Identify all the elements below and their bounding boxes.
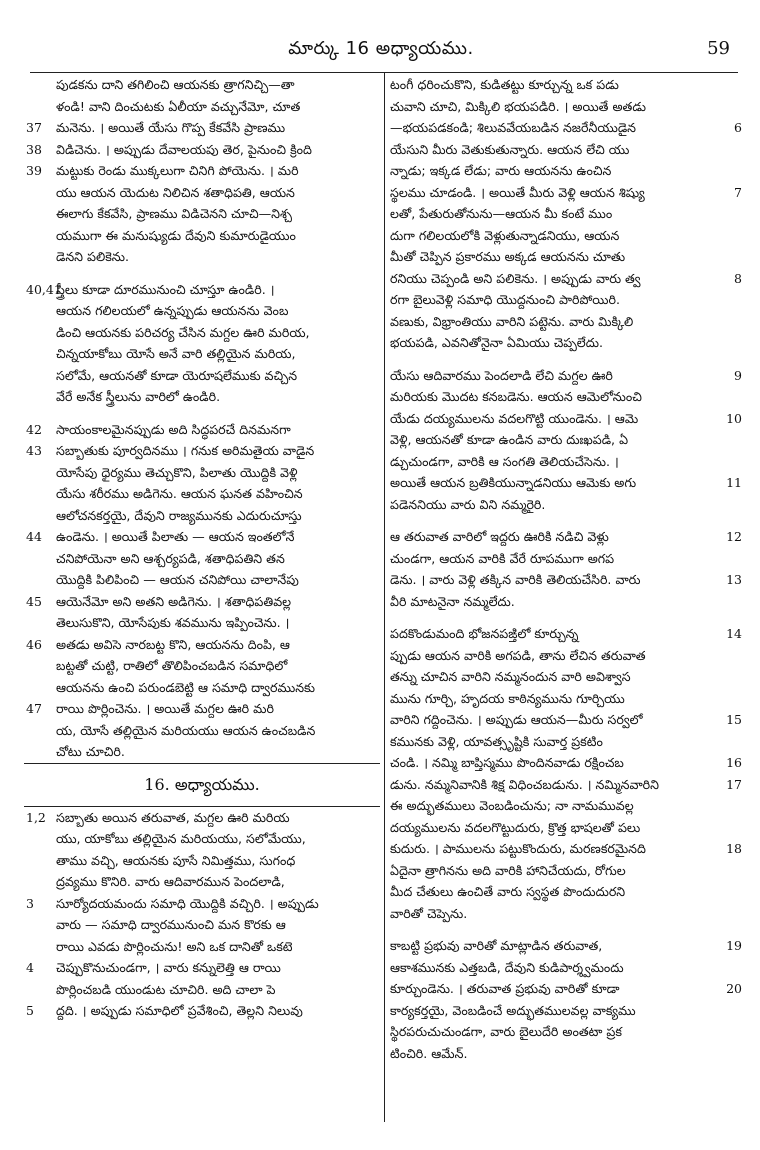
verse-block [390,623,742,924]
text-line [26,246,378,268]
verse-text: చనిపోయెనా అని ఆశ్చర్యపడి, శతాధిపతిని తన [56,550,285,566]
column-divider [384,72,385,1122]
verse-text: యేడు దయ్యములను వదలగొట్టి యుండెను. । ఆమె [390,410,639,426]
verse-number: 19 [726,938,742,953]
verse-text: తన్ను చూచిన వారిని నమ్మనందున వారి అవిశ్వాస [390,669,631,684]
text-line [26,419,378,441]
text-line [26,655,378,677]
text-line [390,709,742,731]
verse-block [26,74,378,268]
verse-text: పదకొండుమంది భోజనపఙ్తిలో కూర్చున్న [390,626,579,641]
verse-number: 1,2 [26,809,46,825]
text-line [390,978,742,1000]
text-line [390,429,742,451]
verse-number: 14 [726,626,742,641]
verse-text: తెలుసుకొని, యోసేపుకు శవమును ఇప్పించెను. । [56,615,290,630]
verse-text: పుడకను దాని తగిలించి ఆయనకు త్రాగనిచ్చి—తా [56,77,295,92]
text-line [390,289,742,311]
bible-page [8,0,740,1150]
verse-text: ద్దది. । అప్పుడు సమాధిలో ప్రవేశించి, తెల్లని నిలువు [56,1003,303,1018]
verse-number: 15 [726,712,742,727]
text-line [26,279,378,301]
verse-text: డించి ఆయనకు పరిచర్య చేసిన మగ్దల ఊరి మరియ, [56,324,310,340]
text-line [390,332,742,354]
verse-text: మీద చేతులు ఉంచితే వారు స్వస్థత పొందుదురని [390,884,626,899]
verse-number: 17 [726,776,742,792]
verse-text: సబ్బాతు అయిన తరువాత, మగ్దల ఊరి మరియ [56,809,290,825]
verse-text: మీతో చెప్పిన ప్రకారము అక్కడ ఆయనను చూతు [390,249,626,264]
verse-text: డును. నమ్మనివానికి శిక్ష విధించబడును. । నమ్మినవారిని [390,776,659,792]
verse-text: పడెననియు వారు విని నమ్మరైరి. [390,496,546,512]
verse-text: విడిచెను. । అప్పుడు దేవాలయపు తెర, పైనుంచి క్రింది [56,141,312,157]
text-line [26,343,378,365]
text-line [26,182,378,204]
verse-text: అతడు అవిసె నారబట్ట కొని, ఆయనను దింపి, ఆ [56,636,290,652]
verse-text: కాబట్టి ప్రభువు వారితో మాట్లాడిన తరువాత, [390,938,603,953]
text-line [390,731,742,753]
text-line [390,74,742,96]
text-line [26,591,378,613]
page-title: మార్కు 16 అధ్యాయము. [288,38,474,59]
verse-number: 5 [26,1003,34,1018]
text-line [390,311,742,333]
verse-number: 4 [26,960,34,975]
text-line [390,203,742,225]
left-column [26,74,378,1022]
verse-text: ఆ తరువాత వారిలో ఇద్దరు ఊరికి నడిచి వెళ్లు [390,529,609,544]
verse-text: ఉండెను. । అయితే పిలాతు — ఆయన ఇంతలోనే [56,529,295,544]
verse-text: —భయపడకండి; శిలువవేయబడిన నజరేనీయుడైన [390,120,637,135]
verse-number: 6 [734,120,742,135]
verse-text: డ్చుచుండగా, వారికి ఆ సంగతి తెలియచేసెను. । [390,453,619,469]
verse-text: వారిని గద్దించెను. । అప్పుడు ఆయన—మీరు సర్వలో [390,712,643,727]
text-line [26,569,378,591]
verse-number: 7 [734,184,742,200]
verse-text: చండి. । నమ్మి బాప్తిస్మము పొందినవాడు రక్షించబ [390,755,624,770]
text-line [26,807,378,829]
verse-number: 47 [26,701,42,716]
verse-text: ద్రవ్యము కొనిరి. వారు ఆదివారమున పెందలాడి, [56,874,285,889]
verse-text: చెప్పుకొనుచుండగా, । వారు కన్నులెత్తి ఆ రాయి [56,960,281,975]
text-line [390,408,742,430]
text-line [390,569,742,591]
verse-text: యోసేపు ధైర్యము తెచ్చుకొని, పిలాతు యొద్దికి వెళ్లి [56,464,298,480]
verse-number: 42 [26,421,42,437]
verse-number: 45 [26,593,42,609]
verse-text: యముగా ఈ మనుష్యుడు దేవుని కుమారుడైయుం [56,227,296,243]
verse-block [390,74,742,354]
verse-text: ఈ అద్భుతములు వెంబడించును; నా నామమువల్ల [390,798,634,813]
verse-number: 38 [26,141,42,157]
verse-text: స్త్రీలు కూడా దూరమునుంచి చూస్తూ ఉండిరి. । [56,281,275,297]
verse-number: 18 [726,841,742,856]
text-line [390,526,742,548]
verse-number: 37 [26,120,42,135]
verse-text: రగా బైలువెళ్లి సమాధి యొద్దనుంచి పారిపోయిరి. [390,292,620,307]
text-line [26,677,378,699]
text-line [390,1000,742,1022]
text-line [26,74,378,96]
verse-text: వారితో చెప్పెను. [390,905,468,921]
text-line [390,246,742,268]
verse-text: టంగీ ధరించుకొని, కుడితట్టు కూర్చున్న ఒక పడు [390,77,619,92]
text-line [390,752,742,774]
verse-number: 9 [734,367,742,383]
verse-text: చుండగా, ఆయన వారికి వేరే రూపముగా అగప [390,550,615,566]
verse-text: ఆయెనేమో అని అతని అడిగెను. । శతాధిపతివల్ల [56,593,292,609]
verse-text: వేరే అనేక స్త్రీలును వారిలో ఉండిరి. [56,389,221,404]
verse-block [26,279,378,408]
verse-text: సలోమే, ఆయనతో కూడా యెరూషలేముకు వచ్చిన [56,367,298,383]
text-line [390,139,742,161]
text-line [26,96,378,118]
verse-text: యేసుని మీరు వెతుకుతున్నారు. ఆయన లేచి యు [390,141,630,157]
verse-number: 43 [26,443,42,458]
verse-block [390,526,742,612]
verse-text: కమునకు వెళ్లి, యావత్సృష్టికి సువార్త ప్రకటిం [390,733,603,749]
text-line [390,225,742,247]
text-line [390,591,742,613]
verse-text: సాయంకాలమైనప్పుడు అది సిద్ధపరచే దినమనగా [56,421,291,437]
verse-number: 12 [726,529,742,544]
verse-text: ప్పుడు ఆయన వారికి అగపడి, తాను లేచిన తరువాత [390,647,646,663]
verse-text: యొద్దికి పిలిపించి — ఆయన చనిపోయి చాలానేపు [56,572,299,587]
verse-text: కుదురు. । పాములను పట్టుకొందురు, మరణకరమైనది [390,841,646,856]
verse-text: వారు — సమాధి ద్వారమునుంచి మన కొరకు ఆ [56,917,286,932]
verse-text: మును గూర్చి, హృదయ కాఠిన్యమును గూర్చియు [390,690,625,706]
verse-text: ఆయనను ఉంచి పరుండబెట్టి ఆ సమాధి ద్వారమునకు [56,679,315,695]
verse-text: భయపడి, ఎవనితోనైనా ఏమియు చెప్పలేదు. [390,335,603,350]
verse-number: 20 [726,981,742,996]
verse-text: అయితే ఆయన బ్రతికియున్నాడనియు ఆమెకు అగు [390,475,637,490]
text-line [390,957,742,979]
text-line [390,117,742,139]
text-line [26,1000,378,1022]
text-line [26,365,378,387]
verse-block [390,365,742,516]
page-number: 59 [707,38,730,59]
text-line [26,893,378,915]
paragraph-gap [390,515,742,526]
text-line [26,720,378,742]
verse-text: య, యోసే తల్లియైన మరియయు ఆయన ఉంచబడిన [56,722,316,738]
verse-text: బట్టతో చుట్టి, రాతిలో తొలిపించబడిన సమాధిలో [56,658,288,673]
text-line [390,666,742,688]
text-line [390,935,742,957]
verse-number: 13 [726,572,742,587]
text-line [26,462,378,484]
paragraph-gap [390,354,742,365]
text-line [390,795,742,817]
paragraph-gap [390,924,742,935]
verse-text: రనియు చెప్పండి అని పలికెను. । అప్పుడు వారు త్వ [390,270,641,286]
verse-text: చిన్నయాకోబు యోసే అనే వారి తల్లియైన మరియ, [56,346,296,361]
text-line [390,881,742,903]
text-line [26,139,378,161]
text-line [26,440,378,462]
text-line [26,505,378,527]
text-line [390,903,742,925]
verse-number: 8 [734,270,742,286]
text-line [390,548,742,570]
verse-text: యు ఆయన యెదుట నిలిచిన శతాధిపతి, ఆయన [56,184,295,200]
verse-text: పొర్లించబడి యుండుట చూచిరి. అది చాలా పె [56,981,276,997]
text-line [390,182,742,204]
verse-text: న్నాడు; ఇక్కడ లేడు; వారు ఆయనను ఉంచిన [390,163,612,178]
text-line [390,817,742,839]
text-line [390,1043,742,1065]
verse-text: సూర్యోదయమందు సమాధి యొద్దికి వచ్చిరి. । అప్పుడు [56,895,319,911]
text-line [26,936,378,958]
verse-text: చోటు చూచిరి. [56,744,125,759]
verse-text: డెనని పలికెను. [56,249,129,264]
text-line [390,623,742,645]
text-line [26,698,378,720]
text-line [26,483,378,505]
text-line [390,774,742,796]
text-line [26,225,378,247]
verse-text: డెను. । వారు వెళ్లి తక్కిన వారికి తెలియచేసిరి. వారు [390,572,641,587]
verse-block [390,935,742,1064]
text-line [390,96,742,118]
text-line [26,741,378,763]
text-line [26,386,378,408]
text-line [390,365,742,387]
verse-text: ఆలోచనకర్తయై, దేవుని రాజ్యమునకు ఎదురుచూస్తు [56,507,302,523]
text-line [26,979,378,1001]
verse-text: కూర్చుండెను. । తరువాత ప్రభువు వారితో కూడా [390,981,620,996]
text-line [390,1021,742,1043]
text-line [26,322,378,344]
verse-text: ఈలాగు కేకవేసి, ప్రాణము విడిచెనని చూచి—నిశ్చ [56,206,292,221]
text-line [26,850,378,872]
verse-text: యు, యాకోబు తల్లియైన మరియయు, సలోమేయు, [56,831,306,846]
right-column [390,74,742,1064]
verse-text: మరియకు మొదట కనబడెను. ఆయన ఆమెలోనుంచి [390,389,642,404]
verse-text: వెళ్లి, ఆయనతో కూడా ఉండిన వారు దుఃఖపడి, ఏ [390,432,629,447]
text-line [26,300,378,322]
text-line [26,203,378,225]
text-line [26,526,378,548]
verse-number: 16 [726,755,742,770]
verse-text: స్థిరపరుచుచుండగా, వారు బైలుదేరి అంతటా ప్రక [390,1024,622,1039]
paragraph-gap [26,408,378,419]
verse-text: సబ్బాతుకు పూర్వదినము । గనుక అరిమతైయ వాడైన [56,443,315,458]
verse-text: కార్యకర్తయై, వెంబడించే అద్భుతములవల్ల వాక్యము [390,1002,636,1018]
text-line [390,160,742,182]
verse-number: 46 [26,636,42,652]
verse-text: ఆయన గలిలయలో ఉన్నప్పుడు ఆయనను వెంబ [56,303,289,318]
verse-text: చువాని చూచి, మిక్కిలి భయపడిరి. । అయితే అతడు [390,98,647,114]
text-line [390,838,742,860]
verse-text: వీరి మాటనైనా నమ్మలేదు. [390,593,515,609]
verse-text: టించిరి. ఆమేన్. [390,1045,468,1061]
verse-number: 10 [726,410,742,426]
text-line [26,160,378,182]
verse-text: వణుకు, విభ్రాంతియు వారిని పట్టెను. వారు మిక్కిలి [390,313,634,329]
page-header [26,32,736,72]
text-line [26,828,378,850]
verse-text: రాయి పొర్లించెను. । అయితే మగ్దల ఊరి మరి [56,701,274,716]
text-line [390,472,742,494]
paragraph-gap [26,268,378,279]
chapter-heading: 16. అధ్యాయము. [144,774,260,794]
verse-text: మట్టుకు రెండు ముక్కలుగా చినిగి పోయెను. । మరి [56,163,299,178]
text-line [26,634,378,656]
verse-number: 40,41 [26,281,62,297]
verse-block [26,807,378,1022]
text-line [390,494,742,516]
verse-number: 11 [726,475,742,490]
verse-block [26,419,378,763]
text-line [390,860,742,882]
text-line [390,645,742,667]
verse-text: ళండి! వాని దించుటకు ఏలీయా వచ్చునేమో, చూత [56,98,301,114]
verse-text: దుగా గలిలయలోకి వెళ్లుతున్నాడనియు, ఆయన [390,227,620,243]
verse-text: రాయి ఎవడు పొర్లించును! అని ఒక దానితో ఒకటె [56,938,293,954]
verse-text: మనెను. । అయితే యేసు గొప్ప కేకవేసి ప్రాణము [56,120,286,135]
paragraph-gap [390,612,742,623]
text-line [26,117,378,139]
verse-text: తాము వచ్చి, ఆయనకు పూసే నిమిత్తము, సుగంధ [56,852,296,868]
verse-number: 39 [26,163,42,178]
text-line [390,688,742,710]
text-line [26,548,378,570]
text-line [26,914,378,936]
verse-text: ఆకాశమునకు ఎత్తబడి, దేవుని కుడిపార్శ్వమందు [390,959,624,975]
text-line [390,268,742,290]
text-line [390,451,742,473]
text-line [390,386,742,408]
text-line [26,871,378,893]
verse-number: 44 [26,529,42,544]
verse-text: ఏదైనా త్రాగినను అది వారికి హానిచేయదు, రోగుల [390,862,626,878]
verse-text: లతో, పేతురుతోనును—ఆయన మీ కంటే ముం [390,206,613,221]
verse-text: యేసు ఆదివారము పెందలాడి లేచి మగ్దల ఊరి [390,367,613,383]
verse-text: యేసు శరీరము అడిగెను. ఆయన ఘనత వహించిన [56,486,303,501]
verse-text: స్థలము చూడండి. । అయితే మీరు వెళ్లి ఆయన శిష్యు [390,184,645,200]
verse-number: 3 [26,895,34,911]
text-line [26,957,378,979]
verse-text: దయ్యములను వదలగొట్టుదురు, క్రొత్త భాషలతో పలు [390,819,641,835]
text-line [26,612,378,634]
